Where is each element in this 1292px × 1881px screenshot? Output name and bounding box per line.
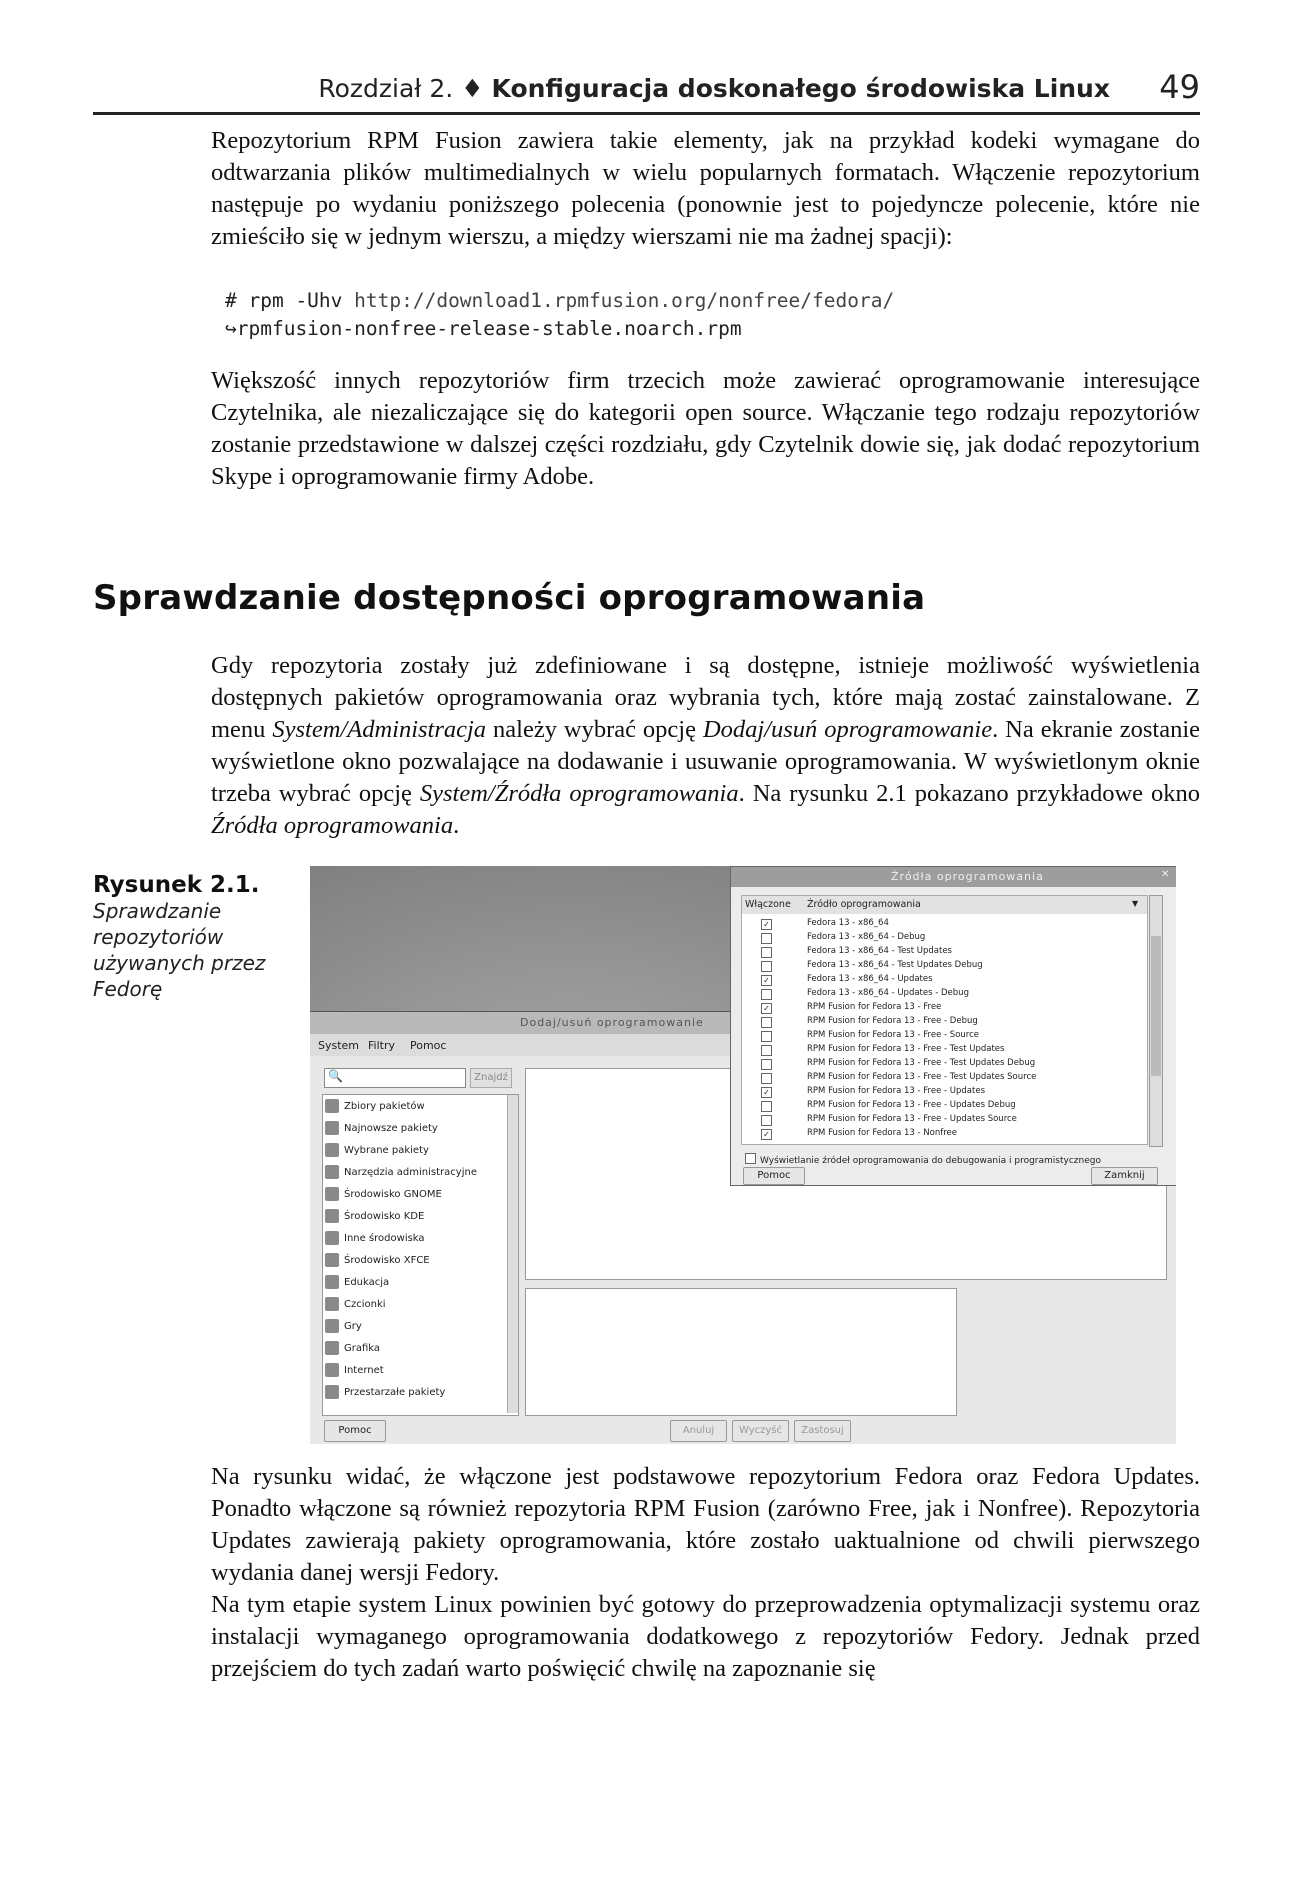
repo-name: RPM Fusion for Fedora 13 - Nonfree <box>807 1128 957 1138</box>
repo-name: Fedora 13 - x86_64 - Test Updates Debug <box>807 960 983 970</box>
checked-checkbox[interactable]: ✓ <box>761 975 772 986</box>
running-header <box>93 68 1200 115</box>
menu-filters[interactable]: Filtry <box>368 1039 395 1052</box>
page-number: 49 <box>1159 68 1200 106</box>
code-url: http://download1.rpmfusion.org/nonfree/fedora/ <box>342 289 895 312</box>
sources-list <box>741 914 1148 1145</box>
group-list-scrollbar[interactable] <box>507 1095 518 1413</box>
repo-name: Fedora 13 - x86_64 - Updates <box>807 974 933 984</box>
figure-caption <box>93 872 273 1002</box>
group-item[interactable]: Narzędzia administracyjne <box>325 1165 477 1185</box>
col-enabled[interactable]: Włączone <box>745 899 791 910</box>
cancel-button[interactable]: Anuluj <box>670 1420 727 1442</box>
figure-number: Rysunek 2.1. <box>93 872 260 898</box>
search-input[interactable] <box>324 1068 466 1088</box>
repo-row[interactable] <box>742 1099 1147 1114</box>
repo-name: RPM Fusion for Fedora 13 - Free - Source <box>807 1030 979 1040</box>
xfce-icon <box>325 1253 339 1267</box>
repo-row[interactable] <box>742 1085 1147 1100</box>
repo-name: RPM Fusion for Fedora 13 - Free - Test Updates Debug <box>807 1058 1036 1068</box>
unchecked-checkbox[interactable] <box>761 933 772 944</box>
group-item[interactable]: Inne środowiska <box>325 1231 425 1251</box>
group-item[interactable]: Edukacja <box>325 1275 389 1295</box>
font-icon <box>325 1297 339 1311</box>
repo-name: RPM Fusion for Fedora 13 - Free <box>807 1002 942 1012</box>
sources-close-button[interactable]: Zamknij <box>1091 1167 1158 1185</box>
package-icon <box>325 1099 339 1113</box>
p3-window-name: Źródła oprogramowania <box>211 812 454 839</box>
group-item[interactable]: Zbiory pakietów <box>325 1099 425 1119</box>
chevron-down-icon: ▼ <box>1132 899 1139 908</box>
globe-icon <box>325 1363 339 1377</box>
menu-help[interactable]: Pomoc <box>410 1039 447 1052</box>
chapter-number: Rozdział 2. <box>318 74 454 103</box>
repo-name: RPM Fusion for Fedora 13 - Free - Updates Debug <box>807 1100 1016 1110</box>
p3-option-add-remove: Dodaj/usuń oprogramowanie <box>702 716 993 743</box>
repo-row[interactable] <box>742 1071 1147 1086</box>
desktop-icon <box>325 1231 339 1245</box>
repo-name: RPM Fusion for Fedora 13 - Free - Updates Source <box>807 1114 1017 1124</box>
checked-checkbox[interactable]: ✓ <box>761 1129 772 1140</box>
section-heading: Sprawdzanie dostępności oprogramowania <box>93 578 926 618</box>
paragraph-1: Repozytorium RPM Fusion zawiera takie elementy, jak na przykład kodeki wymagane do odtwarzania plików multimedialnych w wielu popularnych formatach. Włączenie repozytorium następuje po wydaniu poniższego polecenia (ponownie jest to pojedyncze polecenie, które nie zmieściło się w jednym wierszu, a między wierszami nie ma żadnej spacji): <box>211 127 1200 250</box>
unchecked-checkbox[interactable] <box>761 1073 772 1084</box>
group-item[interactable]: Środowisko GNOME <box>325 1187 442 1207</box>
software-sources-window <box>730 866 1176 1186</box>
repo-row[interactable] <box>742 1015 1147 1030</box>
p3-text-c: . Na ekranie zostanie wyświetlone okno pozwalające na dodawanie i usuwanie oprogramowania. W wyświetlonym oknie trzeba wybrać opcję <box>211 716 1200 807</box>
repo-row[interactable] <box>742 1001 1147 1016</box>
repo-row[interactable] <box>742 931 1147 946</box>
games-icon <box>325 1319 339 1333</box>
chapter-name: Konfiguracja doskonałego środowiska Linux <box>491 74 1110 103</box>
paragraph-3 <box>211 650 1200 842</box>
p3-menu-path: System/Administracja <box>272 716 487 743</box>
group-item[interactable]: Najnowsze pakiety <box>325 1121 438 1141</box>
paragraph-2: Większość innych repozytoriów firm trzecich może zawierać oprogramowanie interesujące Czytelnika, ale niezaliczające się do kategorii open source. Włączanie tego rodzaju repozytoriów zostanie przedstawione w dalszej części rozdziału, gdy Czytelnik dowie się, jak dodać repozytorium Skype i oprogramowanie firmy Adobe. <box>211 367 1200 490</box>
repo-row[interactable] <box>742 1113 1147 1128</box>
help-button[interactable]: Pomoc <box>324 1420 386 1442</box>
repo-name: RPM Fusion for Fedora 13 - Free - Test Updates <box>807 1044 1005 1054</box>
paragraph-4: Na rysunku widać, że włączone jest podstawowe repozytorium Fedora oraz Fedora Updates. Ponadto włączone są również repozytoria RPM Fusion (zarówno Free, jak i Nonfree). Repozytoria Updates zawierają pakiety oprogramowania, które zostało uaktualnione od chwili pierwszego wydania danej wersji Fedory. <box>211 1463 1200 1586</box>
unchecked-checkbox[interactable] <box>761 1115 772 1126</box>
repo-row[interactable] <box>742 987 1147 1002</box>
repo-row[interactable] <box>742 1127 1147 1142</box>
repo-name: RPM Fusion for Fedora 13 - Free - Debug <box>807 1016 978 1026</box>
repo-row[interactable] <box>742 1029 1147 1044</box>
repo-row[interactable] <box>742 945 1147 960</box>
admin-tools-icon <box>325 1165 339 1179</box>
unchecked-checkbox[interactable] <box>761 1045 772 1056</box>
repo-row[interactable] <box>742 1043 1147 1058</box>
sources-titlebar <box>731 867 1176 887</box>
education-icon <box>325 1275 339 1289</box>
unchecked-checkbox[interactable] <box>761 1059 772 1070</box>
magnifier-icon <box>325 1143 339 1157</box>
sources-title: Źródła oprogramowania <box>891 870 1044 883</box>
repo-name: Fedora 13 - x86_64 <box>807 918 889 928</box>
unchecked-checkbox[interactable] <box>761 1101 772 1112</box>
checked-checkbox[interactable]: ✓ <box>761 1003 772 1014</box>
unchecked-checkbox[interactable] <box>761 1031 772 1042</box>
p3-text-e: . <box>453 812 460 839</box>
group-item[interactable]: Środowisko KDE <box>325 1209 424 1229</box>
checked-checkbox[interactable]: ✓ <box>761 1087 772 1098</box>
checked-checkbox[interactable]: ✓ <box>761 919 772 930</box>
group-item[interactable]: Czcionki <box>325 1297 386 1317</box>
figure-caption-text: Sprawdzanie repozytoriów używanych przez Fedorę <box>93 899 266 1001</box>
show-debug-sources-checkbox[interactable]: Wyświetlanie źródeł oprogramowania do debugowania i programistycznego <box>745 1152 1101 1166</box>
p3-text-b: należy wybrać opcję <box>486 716 703 743</box>
gnome-icon <box>325 1187 339 1201</box>
menu-system[interactable]: System <box>318 1039 360 1052</box>
repo-row[interactable] <box>742 973 1147 988</box>
p3-option-sources: System/Źródła oprogramowania <box>419 780 739 807</box>
bulb-icon <box>325 1121 339 1135</box>
code-block <box>225 287 894 343</box>
repo-name: Fedora 13 - x86_64 - Updates - Debug <box>807 988 969 998</box>
unchecked-checkbox[interactable] <box>761 961 772 972</box>
group-item[interactable]: Internet <box>325 1363 384 1383</box>
unchecked-checkbox[interactable] <box>761 1017 772 1028</box>
sources-help-button[interactable]: Pomoc <box>743 1167 805 1185</box>
code-prompt: # rpm -Uhv <box>225 289 343 312</box>
repo-name: Fedora 13 - x86_64 - Debug <box>807 932 926 942</box>
find-button[interactable]: Znajdź <box>470 1068 512 1088</box>
col-source[interactable]: Źródło oprogramowania <box>807 899 921 910</box>
group-item[interactable]: Grafika <box>325 1341 380 1361</box>
clear-button[interactable]: Wyczyść <box>732 1420 789 1442</box>
group-item[interactable]: Środowisko XFCE <box>325 1253 430 1273</box>
chapter-title <box>318 74 1110 103</box>
checkbox-box[interactable] <box>745 1153 756 1164</box>
scrollbar-thumb[interactable] <box>1151 936 1161 1076</box>
graphics-icon <box>325 1341 339 1355</box>
group-list <box>322 1094 519 1416</box>
repo-row[interactable] <box>742 917 1147 932</box>
apply-button[interactable]: Zastosuj <box>794 1420 851 1442</box>
p3-text-a: Gdy repozytoria zostały już zdefiniowane i są dostępne, istnieje możliwość wyświetlenia dostępnych pakietów oprogramowania oraz wybrania tych, które mają zostać zainstalowane. Z menu <box>211 652 1200 743</box>
repo-name: RPM Fusion for Fedora 13 - Free - Test Updates Source <box>807 1072 1037 1082</box>
unchecked-checkbox[interactable] <box>761 989 772 1000</box>
repo-row[interactable] <box>742 959 1147 974</box>
repo-name: Fedora 13 - x86_64 - Test Updates <box>807 946 952 956</box>
figure-screenshot <box>310 866 1176 1444</box>
kde-icon <box>325 1209 339 1223</box>
sources-scrollbar[interactable] <box>1149 895 1163 1147</box>
p3-text-d: . Na rysunku 2.1 pokazano przykładowe okno <box>738 780 1200 807</box>
package-details-pane <box>525 1288 957 1416</box>
sources-table-header <box>741 895 1148 915</box>
close-icon[interactable]: ✕ <box>1161 869 1171 880</box>
group-item[interactable]: Gry <box>325 1319 362 1339</box>
repo-name: RPM Fusion for Fedora 13 - Free - Updates <box>807 1086 986 1096</box>
add-remove-title: Dodaj/usuń oprogramowanie <box>520 1016 704 1029</box>
code-continuation: ↪rpmfusion-nonfree-release-stable.noarch.rpm <box>225 317 742 340</box>
repo-row[interactable] <box>742 1057 1147 1072</box>
magnifier-icon: 🔍 <box>328 1069 343 1083</box>
group-item[interactable]: Wybrane pakiety <box>325 1143 429 1163</box>
unchecked-checkbox[interactable] <box>761 947 772 958</box>
group-item[interactable]: Przestarzałe pakiety <box>325 1385 445 1405</box>
diamond-separator: ♦ <box>461 74 484 103</box>
legacy-package-icon <box>325 1385 339 1399</box>
paragraph-5: Na tym etapie system Linux powinien być gotowy do przeprowadzenia optymalizacji systemu oraz instalacji wymaganego oprogramowania dodatkowego z repozytoriów Fedory. Jednak przed przejściem do tych zadań warto poświęcić chwilę na zapoznanie się <box>211 1591 1200 1682</box>
